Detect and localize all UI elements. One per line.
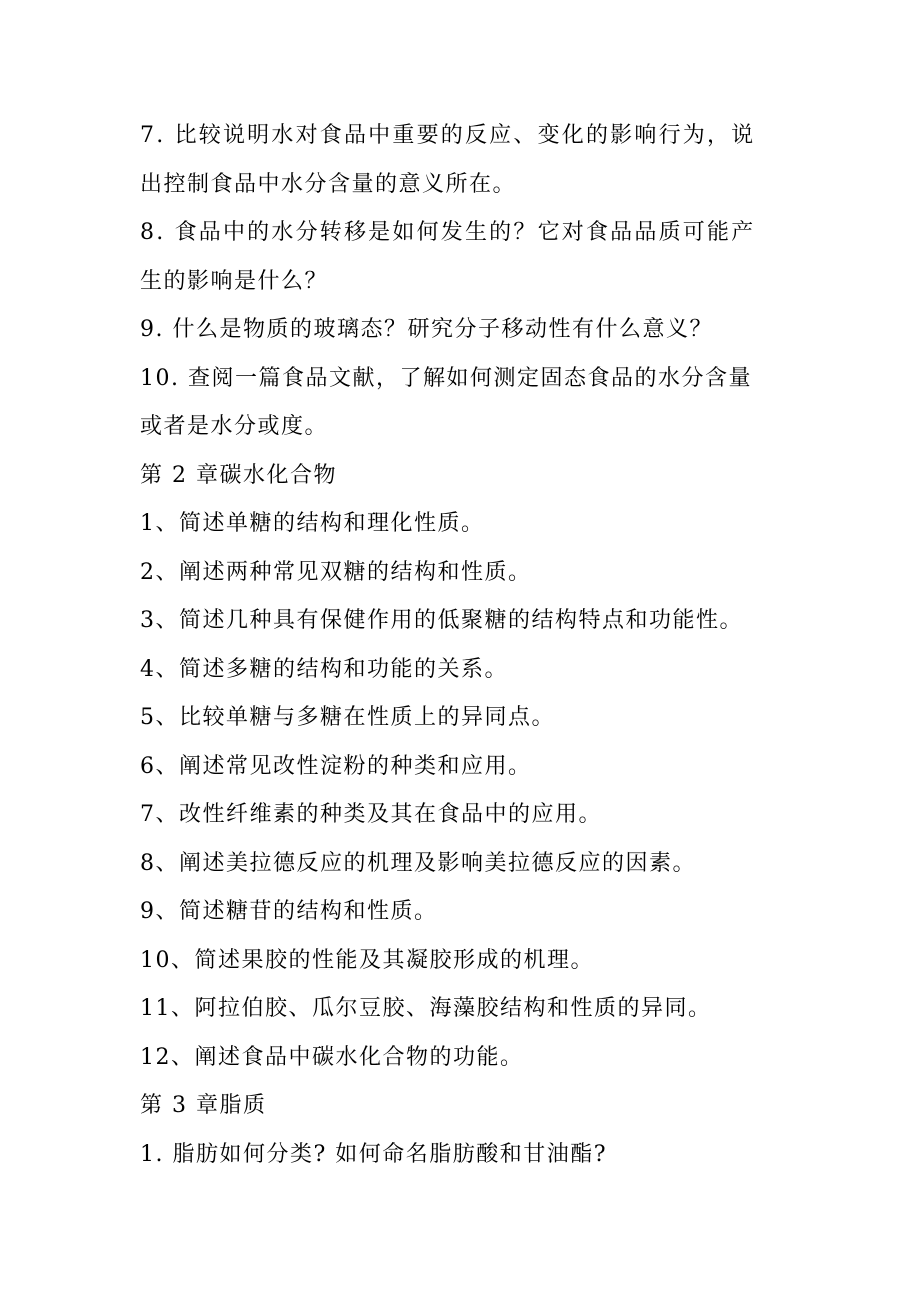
chapter-2-heading: 第 2 章碳水化合物 bbox=[140, 462, 337, 488]
ch2-question-8: 8、阐述美拉德反应的机理及影响美拉德反应的因素。 bbox=[140, 850, 696, 876]
document-body bbox=[140, 112, 790, 1179]
ch2-question-2: 2、阐述两种常见双糖的结构和性质。 bbox=[140, 559, 532, 585]
ch3-question-1: 1. 脂肪如何分类? 如何命名脂肪酸和甘油酯? bbox=[140, 1141, 608, 1167]
ch2-question-7: 7、改性纤维素的种类及其在食品中的应用。 bbox=[140, 802, 602, 827]
ch2-question-1: 1、简述单糖的结构和理化性质。 bbox=[140, 511, 485, 536]
ch2-question-5: 5、比较单糖与多糖在性质上的异同点。 bbox=[140, 705, 555, 730]
ch2-question-6: 6、阐述常见改性淀粉的种类和应用。 bbox=[140, 753, 532, 779]
ch2-question-9: 9、简述糖苷的结构和性质。 bbox=[140, 899, 438, 924]
chapter-3-heading: 第 3 章脂质 bbox=[140, 1093, 267, 1118]
question-8-line-1: 8. 食品中的水分转移是如何发生的？它对食品品质可能产 bbox=[140, 220, 756, 245]
ch2-question-12: 12、阐述食品中碳水化合物的功能。 bbox=[140, 1044, 524, 1070]
question-9: 9. 什么是物质的玻璃态？研究分子移动性有什么意义？ bbox=[140, 317, 713, 342]
question-10-line-2: 或者是水分或度。 bbox=[140, 414, 329, 439]
ch2-question-4: 4、简述多糖的结构和功能的关系。 bbox=[140, 656, 508, 682]
question-8-line-2: 生的影响是什么？ bbox=[140, 268, 329, 294]
question-10-line-1: 10. 查阅一篇食品文献，了解如何测定固态食品的水分含量 bbox=[140, 365, 752, 391]
question-7-line-2: 出控制食品中水分含量的意义所在。 bbox=[140, 171, 517, 197]
ch2-question-10: 10、简述果胶的性能及其凝胶形成的机理。 bbox=[140, 947, 594, 973]
ch2-question-3: 3、简述几种具有保健作用的低聚糖的结构特点和功能性。 bbox=[140, 608, 743, 633]
question-7-line-1: 7. 比较说明水对食品中重要的反应、变化的影响行为，说 bbox=[140, 123, 756, 148]
ch2-question-11: 11、阿拉伯胶、瓜尔豆胶、海藻胶结构和性质的异同。 bbox=[140, 996, 712, 1021]
